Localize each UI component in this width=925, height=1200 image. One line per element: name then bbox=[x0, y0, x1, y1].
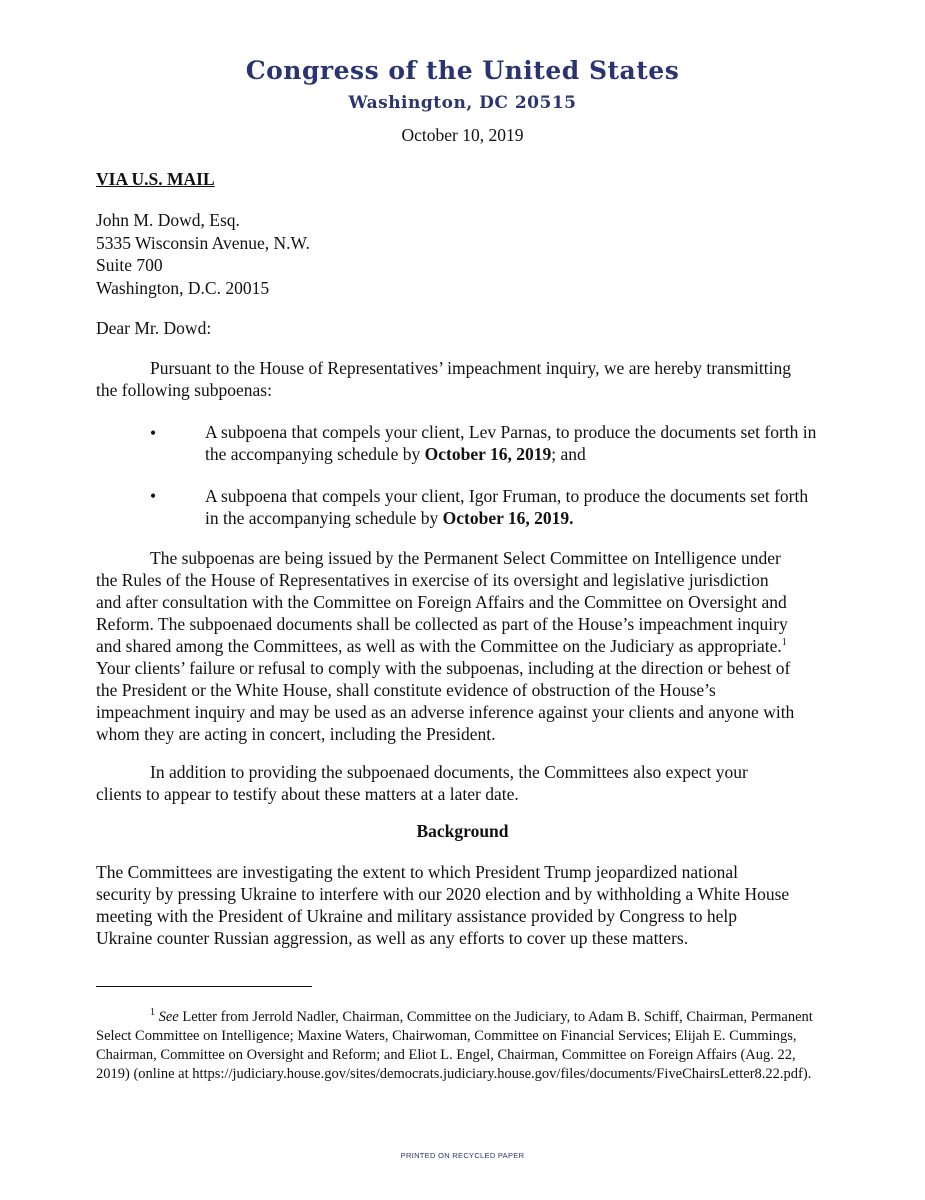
recipient-address bbox=[96, 209, 310, 299]
letterhead-address: Washington, DC 20515 bbox=[348, 93, 577, 113]
address-line: 5335 Wisconsin Avenue, N.W. bbox=[96, 232, 310, 253]
testify-paragraph bbox=[96, 761, 796, 805]
footnote bbox=[96, 1008, 816, 1084]
bullet-text: A subpoena that compels your client, Igor Fruman, to produce the documents set forth in the accompanying schedule by bbox=[205, 486, 809, 528]
background-paragraph: The Committees are investigating the extent to which President Trump jeopardized national security by pressing Ukraine to interfere with our 2020 election and by withholding a White House meeting with the President of Ukraine and military assistance provided by Congress to help Ukraine counter Russian aggression, as well as any efforts to cover up these matters. bbox=[96, 862, 790, 948]
bullet-deadline: October 16, 2019. bbox=[442, 508, 574, 528]
subpoena-text: The subpoenas are being issued by the Permanent Select Committee on Intelligence under the Rules of the House of Representatives in exercise of its oversight and legislative jurisdiction and after consultation with the Committee on Foreign Affairs and the Committee on Oversight and Reform. The subpoenaed documents shall be collected as part of the House’s impeachment inquiry and shared among the Committees, as well as with the Committee on the Judiciary as appropriate. bbox=[96, 548, 788, 656]
bullet-suffix: ; and bbox=[551, 444, 586, 464]
subpoena-bullet bbox=[205, 421, 825, 465]
letterhead-title: Congress of the United States bbox=[245, 56, 680, 85]
intro-paragraph bbox=[96, 357, 796, 401]
footnote-reference: 1 bbox=[781, 637, 787, 649]
bullet-icon: • bbox=[150, 486, 157, 506]
footnote-signal: See bbox=[158, 1009, 179, 1025]
bullet-icon: • bbox=[150, 423, 157, 443]
subpoena-text-continued: Your clients’ failure or refusal to comply with the subpoenas, including at the direction or behest of the President or the White House, shall constitute evidence of obstruction of the House’s impeachment inquiry and may be used as an adverse inference against your clients and anyone with whom they are acting in concert, including the President. bbox=[96, 658, 795, 744]
address-line: Washington, D.C. 20015 bbox=[96, 277, 270, 298]
letter-date: October 10, 2019 bbox=[401, 125, 524, 145]
address-line: Suite 700 bbox=[96, 255, 163, 275]
recycled-paper-note: PRINTED ON RECYCLED PAPER bbox=[400, 1151, 525, 1160]
footnote-divider bbox=[96, 986, 312, 987]
salutation: Dear Mr. Dowd: bbox=[96, 318, 212, 338]
bullet-text: A subpoena that compels your client, Lev Parnas, to produce the documents set forth in the accompanying schedule by bbox=[205, 422, 817, 464]
intro-text: Pursuant to the House of Representatives’ impeachment inquiry, we are hereby transmitting the following subpoenas: bbox=[96, 358, 791, 400]
delivery-method: VIA U.S. MAIL bbox=[96, 169, 215, 189]
background-heading: Background bbox=[416, 821, 509, 841]
footnote-text: Letter from Jerrold Nadler, Chairman, Committee on the Judiciary, to Adam B. Schiff, Chairman, Permanent Select Committee on Intelligence; Maxine Waters, Chairwoman, Committee on Financial Services; Elijah E. Cummings, Chairman, Committee on Oversight and Reform; and Eliot L. Engel, Chairman, Committee on Foreign Affairs (Aug. 22, 2019) (online at https://judiciary.house.gov/sites/democrats.judiciary.house.gov/files/documents/FiveChairsLetter8.22.pdf). bbox=[96, 1009, 813, 1082]
bullet-deadline: October 16, 2019 bbox=[424, 444, 552, 464]
subpoena-bullet bbox=[205, 485, 825, 529]
testify-text: In addition to providing the subpoenaed documents, the Committees also expect your clients to appear to testify about these matters at a later date. bbox=[96, 762, 748, 804]
address-line: John M. Dowd, Esq. bbox=[96, 210, 240, 230]
footnote-mark: 1 bbox=[150, 1007, 155, 1019]
subpoena-paragraph bbox=[96, 547, 796, 745]
